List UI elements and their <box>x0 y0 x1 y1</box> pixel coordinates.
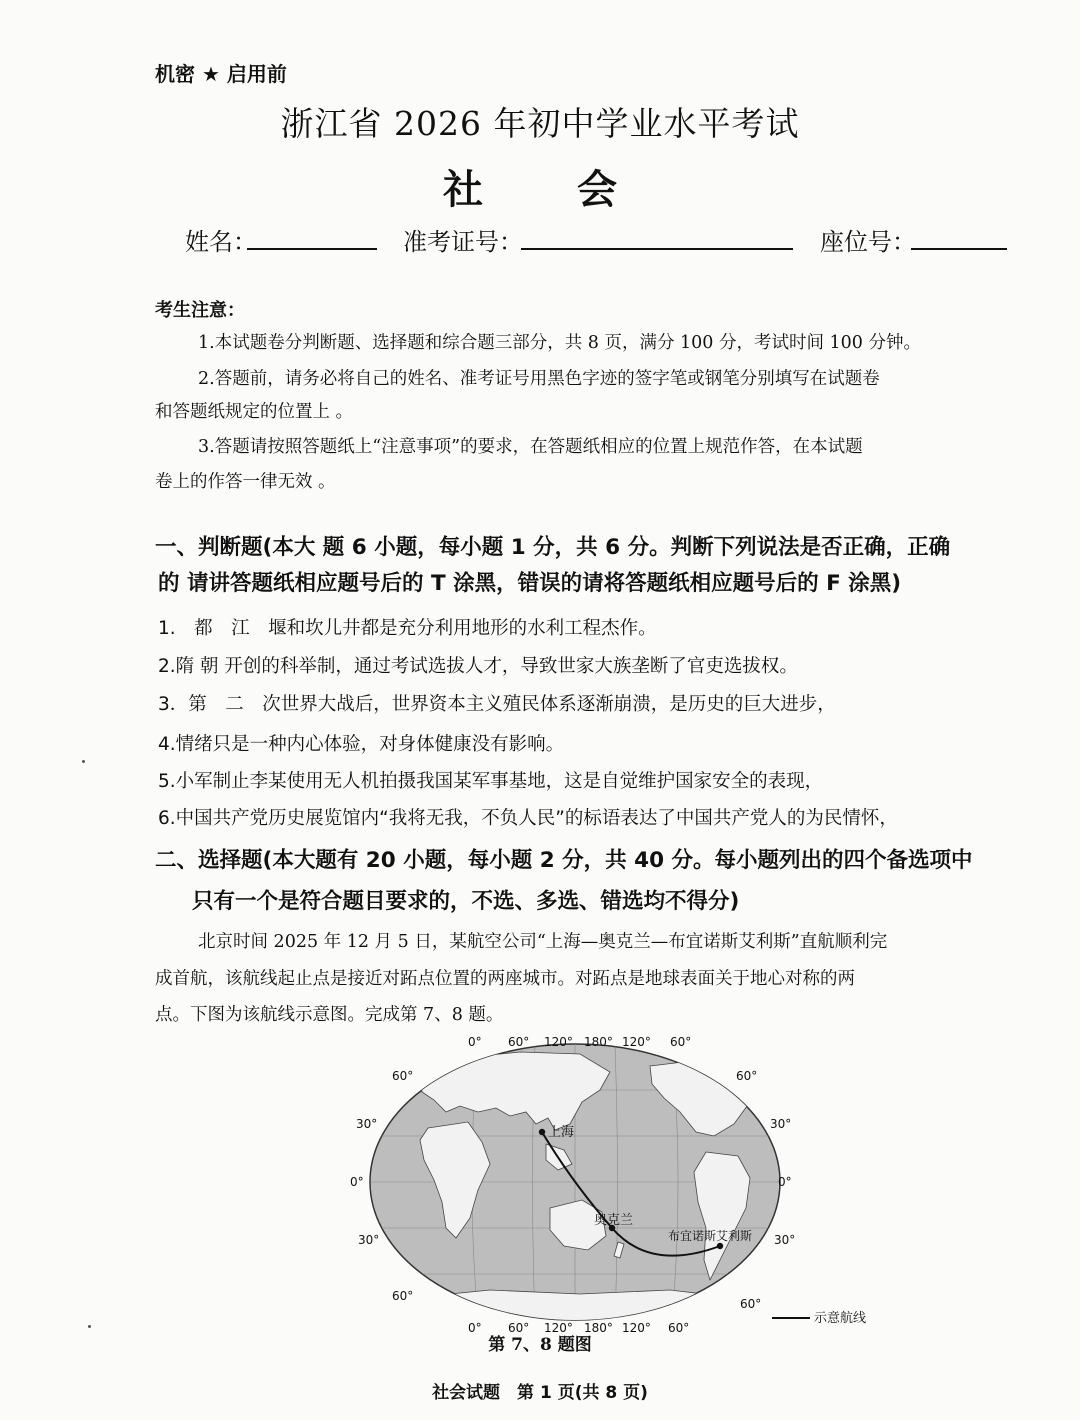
lat-label: 30° <box>770 1117 792 1131</box>
lat-label: 30° <box>774 1233 796 1247</box>
question-6: 6.中国共产党历史展览馆内“我将无我，不负人民”的标语表达了中国共产党人的为民情怀， <box>158 808 898 829</box>
candidate-fields <box>185 222 1035 262</box>
seat-label: 座位号： <box>820 228 916 256</box>
lat-label: 60° <box>392 1069 414 1083</box>
shanghai-label: 上海 <box>548 1125 575 1140</box>
lon-label: 60° <box>668 1321 690 1335</box>
map-caption: 第 7、8 题图 <box>488 1335 592 1355</box>
lon-label: 0° <box>468 1321 482 1335</box>
notice-item-3-line2: 卷上的作答一律无效 。 <box>155 472 336 492</box>
notice-item-1: 1.本试题卷分判断题、选择题和综合题三部分，共 8 页，满分 100 分，考试时间 100 分钟。 <box>198 333 922 353</box>
lat-label: 0° <box>350 1175 364 1189</box>
intro-line-3: 点。下图为该航线示意图。完成第 7、8 题。 <box>155 1005 504 1025</box>
notice-item-3-line1: 3.答题请按照答题纸上“注意事项”的要求，在答题纸相应的位置上规范作答，在本试题 <box>198 437 863 457</box>
page-footer: 社会试题 第 1 页(共 8 页) <box>432 1383 648 1403</box>
subject-title: 社 会 <box>443 166 657 213</box>
exam-number-blank[interactable] <box>521 222 793 250</box>
intro-line-1: 北京时间 2025 年 12 月 5 日，某航空公司“上海—奥克兰—布宜诺斯艾利斯”直航顺利完 <box>198 932 888 952</box>
lat-label: 30° <box>358 1233 380 1247</box>
lon-label: 180° <box>584 1035 613 1049</box>
lat-label: 30° <box>356 1117 378 1131</box>
auckland-label: 奥克兰 <box>594 1213 634 1228</box>
section2-heading-line2: 只有一个是符合题目要求的，不选、多选、错选均不得分) <box>192 889 740 914</box>
lon-label: 180° <box>584 1321 613 1335</box>
legend-label: 示意航线 <box>814 1311 867 1326</box>
question-5: 5.小军制止李某使用无人机拍摄我国某军事基地，这是自觉维护国家安全的表现， <box>158 771 824 792</box>
lon-label: 60° <box>508 1321 530 1335</box>
notice-heading: 考生注意： <box>155 300 245 321</box>
exam-title: 浙江省 2026 年初中学业水平考试 <box>280 104 800 143</box>
scan-speck <box>88 1325 91 1328</box>
route-map <box>350 1032 870 1337</box>
lon-label: 120° <box>622 1321 651 1335</box>
scan-speck <box>82 760 85 763</box>
lat-label: 60° <box>392 1289 414 1303</box>
buenos-aires-marker <box>717 1243 723 1249</box>
shanghai-marker <box>539 1129 545 1135</box>
world-map-svg <box>350 1032 870 1337</box>
question-3: 3．第 二 次世界大战后，世界资本主义殖民体系逐渐崩溃，是历史的巨大进步， <box>158 694 836 715</box>
exam-number-label: 准考证号： <box>403 228 523 256</box>
lat-label: 0° <box>778 1175 792 1189</box>
question-1: 1. 都 江 堰和坎儿井都是充分利用地形的水利工程杰作。 <box>158 618 657 639</box>
buenos-aires-label: 布宜诺斯艾利斯 <box>668 1229 753 1243</box>
question-4: 4.情绪只是一种内心体验，对身体健康没有影响。 <box>158 734 565 755</box>
lon-label: 120° <box>544 1035 573 1049</box>
lon-label: 120° <box>622 1035 651 1049</box>
question-2: 2.隋 朝 开创的科举制，通过考试选拔人才，导致世家大族垄断了官吏选拔权。 <box>158 656 798 677</box>
name-label: 姓名： <box>185 228 257 256</box>
confidential-label: 机密 ★ 启用前 <box>155 62 287 86</box>
notice-item-2-line2: 和答题纸规定的位置上 。 <box>155 402 354 422</box>
seat-blank[interactable] <box>911 222 1007 250</box>
section1-heading-line2: 的 请讲答题纸相应题号后的 T 涂黑，错误的请将答题纸相应题号后的 F 涂黑) <box>158 571 902 596</box>
lat-label: 60° <box>740 1297 762 1311</box>
lon-label: 0° <box>468 1035 482 1049</box>
lat-label: 60° <box>736 1069 758 1083</box>
lon-label: 60° <box>670 1035 692 1049</box>
notice-item-2-line1: 2.答题前，请务必将自己的姓名、准考证号用黑色字迹的签字笔或钢笔分别填写在试题卷 <box>198 369 880 389</box>
intro-line-2: 成首航，该航线起止点是接近对跖点位置的两座城市。对跖点是地球表面关于地心对称的两 <box>155 969 855 989</box>
lon-label: 60° <box>508 1035 530 1049</box>
section2-heading-line1: 二、选择题(本大题有 20 小题，每小题 2 分，共 40 分。每小题列出的四个备选项中 <box>155 848 973 873</box>
section1-heading-line1: 一、判断题(本大 题 6 小题，每小题 1 分，共 6 分。判断下列说法是否正确，正确 <box>155 535 951 560</box>
name-blank[interactable] <box>247 222 377 250</box>
lon-label: 120° <box>544 1321 573 1335</box>
